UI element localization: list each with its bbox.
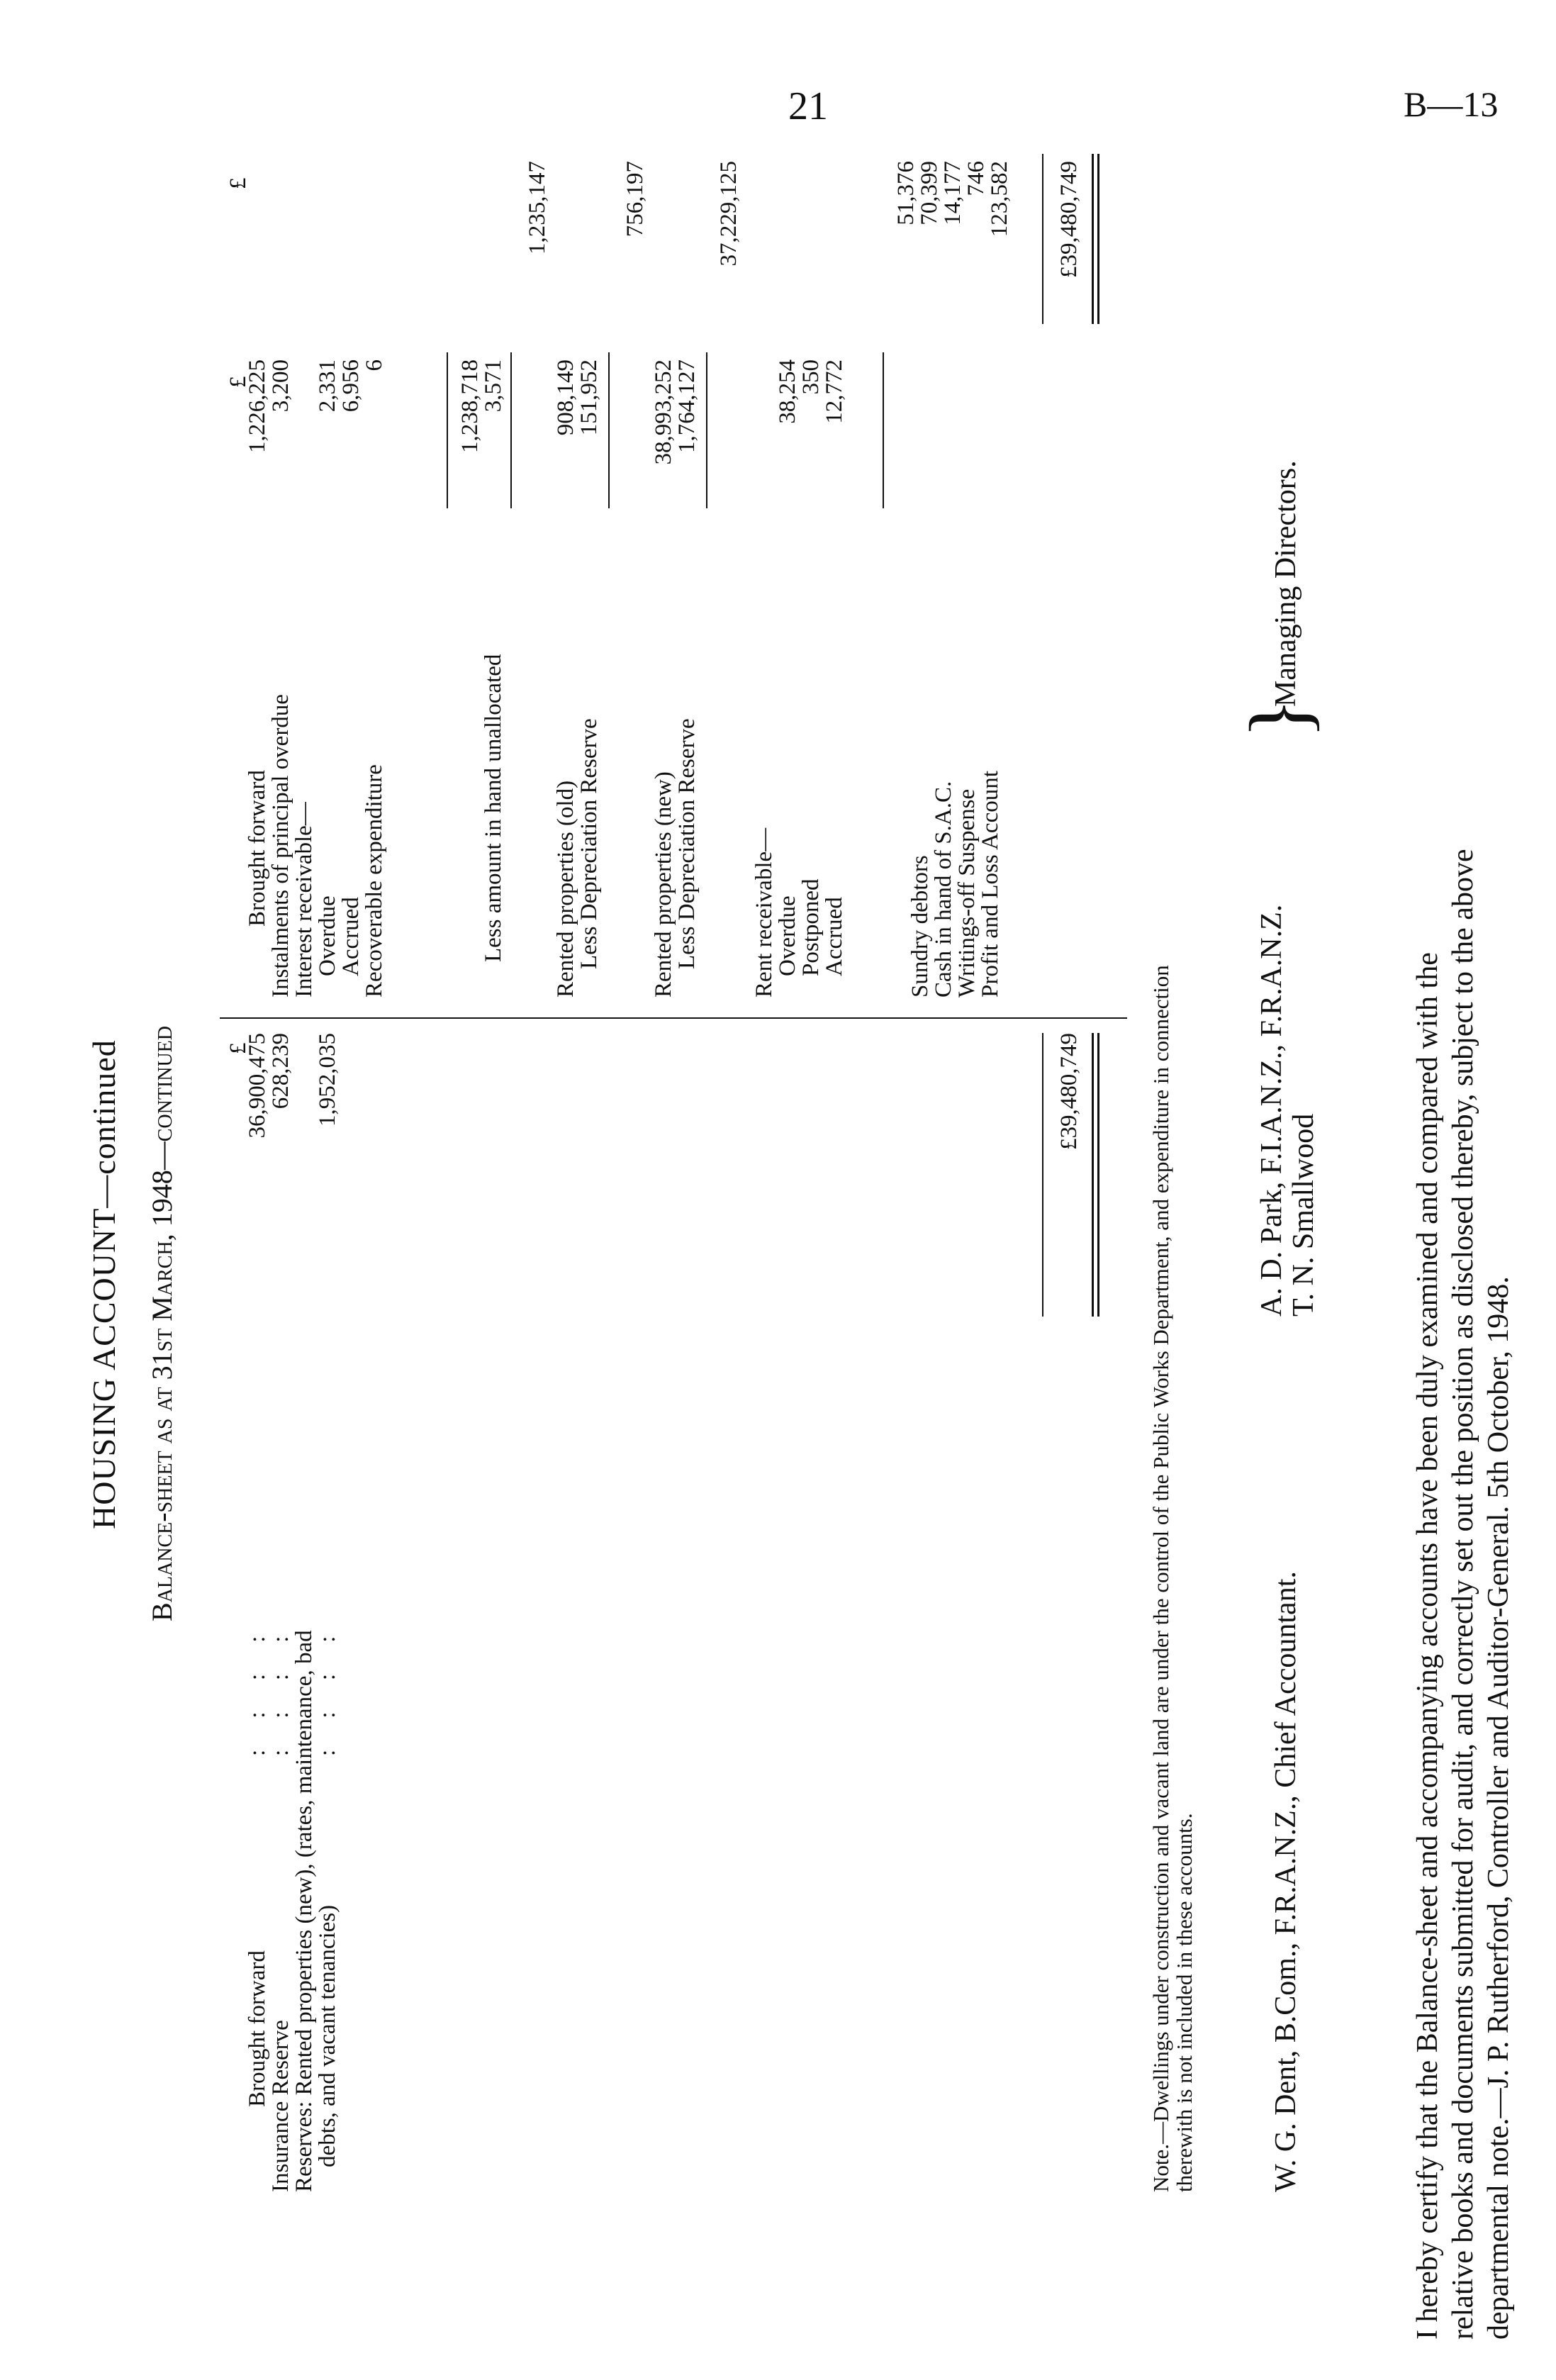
less-dep-old-label: Less Depreciation Reserve — [576, 718, 602, 969]
rent-overdue-label: Overdue — [775, 895, 800, 976]
less-unallocated-amount: 3,571 — [481, 359, 506, 413]
liab-insurance-label: Insurance Reserve — [268, 2020, 293, 2192]
recoverable-amount: 6 — [362, 359, 387, 371]
interest-heading: Interest receivable— — [291, 802, 317, 998]
instalments-amount: 3,200 — [268, 359, 293, 413]
writings-off-amount: 746 — [963, 161, 989, 196]
profit-loss-amount: 123,582 — [987, 161, 1012, 238]
rented-old-result: 756,197 — [622, 161, 648, 238]
rented-new-label: Rented properties (new) — [651, 771, 676, 998]
interest-accrued-amount: 6,956 — [338, 359, 364, 413]
leader-dots: : : : : — [268, 1623, 293, 1756]
assets-currency-1: £ — [225, 376, 251, 388]
liab-total-rule — [1042, 1033, 1043, 1317]
director-2-signature: T. N. Smallwood — [1287, 1113, 1320, 1317]
instalments-label: Instalments of principal overdue — [268, 694, 293, 998]
rented-new-amount: 38,993,252 — [651, 359, 676, 465]
rotated-balance-sheet — [0, 40, 1375, 2380]
liab-currency: £ — [225, 1042, 251, 1054]
managing-directors-title: Managing Directors. — [1270, 460, 1302, 707]
cash-amount: 14,177 — [940, 161, 965, 225]
liab-total: £39,480,749 — [1056, 1033, 1082, 1150]
less-dep-old-amount: 151,952 — [576, 359, 602, 436]
leader-dots: : : : : — [245, 1623, 270, 1756]
liab-reserves-label-2: debts, and vacant tenancies) — [315, 1904, 340, 2167]
cash-label: Cash in hand of S.A.C. — [931, 781, 956, 998]
liab-brought-forward-amount: 36,900,475 — [245, 1033, 270, 1139]
less-dep-new-label: Less Depreciation Reserve — [674, 718, 700, 969]
interest-overdue-amount: 2,331 — [315, 359, 340, 413]
document-subtitle: Balance-sheet as at 31st March, 1948—continued — [146, 1025, 178, 1621]
rent-result: 51,376 — [893, 161, 919, 225]
rent-postponed-label: Postponed — [798, 878, 824, 976]
subtotal-rule — [447, 352, 448, 508]
note-line-2: therewith is not included in these accounts. — [1172, 1813, 1197, 2192]
subtotal-rule — [706, 352, 707, 508]
assets-double-rule — [1092, 154, 1099, 324]
director-1-signature: A. D. Park, F.I.A.N.Z., F.R.A.N.Z. — [1255, 904, 1288, 1317]
less-dep-new-amount: 1,764,127 — [674, 359, 700, 453]
assets-currency-2: £ — [225, 177, 251, 189]
certificate-line-1: I hereby certify that the Balance-sheet and accompanying accounts have been duly examined and compared with the — [1411, 952, 1444, 2340]
liab-insurance-amount: 628,239 — [268, 1033, 293, 1110]
liab-reserves-amount: 1,952,035 — [315, 1033, 340, 1127]
certificate-line-2: relative books and documents submitted for audit, and correctly set out the position as disclosed thereby, subject to the above — [1447, 849, 1479, 2340]
rented-old-amount: 908,149 — [553, 359, 578, 436]
subtotal1: 1,238,718 — [457, 359, 483, 453]
subtotal-rule — [608, 352, 610, 508]
sundry-label: Sundry debtors — [907, 855, 933, 998]
assets-brought-forward-amount: 1,226,225 — [245, 359, 270, 453]
rent-heading: Rent receivable— — [751, 827, 777, 998]
rent-accrued-amount: 12,772 — [822, 359, 847, 424]
subtotal-rule — [510, 352, 512, 508]
liab-reserves-label: Reserves: Rented properties (new), (rates, maintenance, bad — [291, 1630, 317, 2192]
assets-brought-forward-label: Brought forward — [245, 770, 270, 927]
recoverable-label: Recoverable expenditure — [362, 764, 387, 998]
rent-overdue-amount: 38,254 — [775, 359, 800, 424]
interest-accrued-label: Accrued — [338, 897, 364, 976]
profit-loss-label: Profit and Loss Account — [978, 771, 1003, 998]
liab-brought-forward-label: Brought forward — [245, 1950, 270, 2107]
rented-old-label: Rented properties (old) — [553, 780, 578, 998]
interest-overdue-label: Overdue — [315, 895, 340, 976]
liab-double-rule — [1092, 1033, 1099, 1317]
rent-accrued-label: Accrued — [822, 897, 847, 976]
subtotal1-result: 1,235,147 — [525, 161, 550, 255]
page-number: 21 — [788, 84, 828, 128]
directors-brace: } — [1232, 698, 1326, 739]
rent-postponed-amount: 350 — [798, 359, 824, 395]
document-title: HOUSING ACCOUNT—continued — [86, 1039, 122, 1529]
assets-total-rule — [1042, 154, 1043, 324]
assets-total: £39,480,749 — [1056, 161, 1082, 278]
subtotal-rule — [883, 352, 884, 508]
document-code: B—13 — [1404, 84, 1499, 124]
chief-accountant-signature: W. G. Dent, B.Com., F.R.A.N.Z., Chief Accountant. — [1270, 1571, 1302, 2192]
sundry-amount: 70,399 — [917, 161, 942, 225]
writings-off-label: Writings-off Suspense — [954, 788, 980, 998]
certificate-line-3: departmental note.—J. P. Rutherford, Controller and Auditor-General. 5th October, 1948. — [1482, 1276, 1515, 2340]
less-unallocated-label: Less amount in hand unallocated — [481, 654, 506, 962]
note-line-1: Note.—Dwellings under construction and vacant land are under the control of the Public Works Department, and expenditure in connection — [1148, 965, 1173, 2192]
certificate-block — [1411, 35, 1556, 2340]
leader-dots: : : : : — [315, 1623, 340, 1756]
column-divider — [220, 1017, 1127, 1019]
rented-new-result: 37,229,125 — [716, 161, 741, 267]
